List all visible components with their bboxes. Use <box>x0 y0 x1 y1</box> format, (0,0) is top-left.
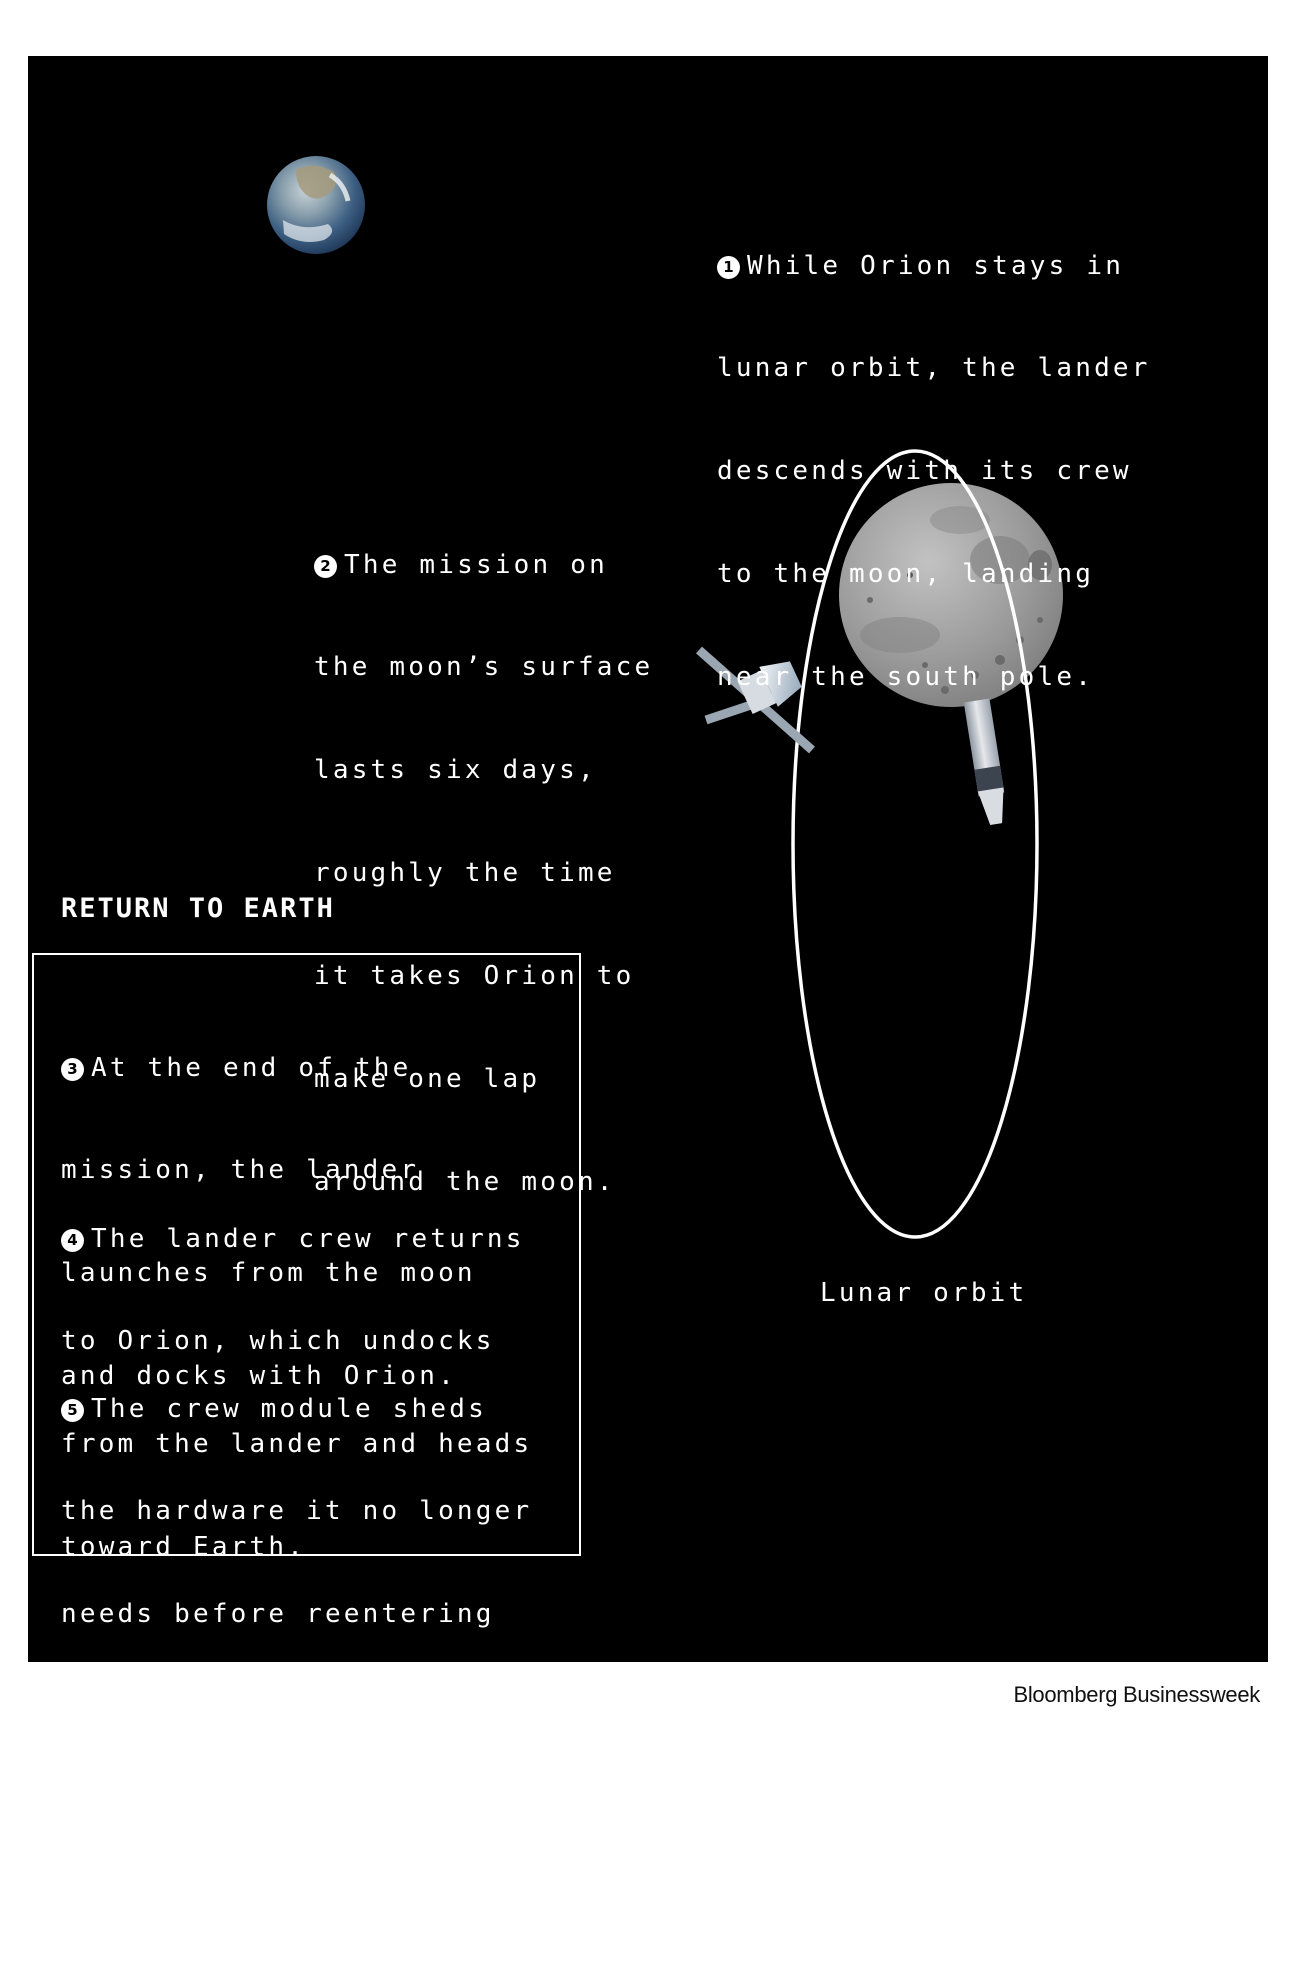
step-2-line: make one lap <box>314 1064 541 1095</box>
step-2-badge: 2 <box>314 555 337 578</box>
step-1-line: lunar orbit, the lander <box>717 353 1151 384</box>
earth-icon <box>267 156 365 254</box>
step-3-line: launches from the moon <box>61 1258 476 1289</box>
step-4-line: toward Earth. <box>61 1532 307 1563</box>
step-3-line: mission, the lander <box>61 1155 420 1186</box>
step-5-line: Earth’s atmosphere and <box>61 1702 476 1733</box>
step-4-line: from the lander and heads <box>61 1429 533 1460</box>
step-5-line: Pacific Ocean. <box>61 1908 325 1939</box>
step-4-line: to Orion, which undocks <box>61 1326 495 1357</box>
step-5-badge: 5 <box>61 1399 84 1422</box>
step-3-line: At the end of the <box>91 1052 412 1083</box>
step-1-line: While Orion stays in <box>747 250 1125 281</box>
section-heading: RETURN TO EARTH <box>61 893 335 924</box>
step-1-text <box>717 180 1151 729</box>
step-1-line: to the moon, landing <box>717 559 1095 590</box>
step-2-line: around the moon. <box>314 1166 616 1197</box>
step-5-line: splashing down in the <box>61 1805 457 1836</box>
step-1-badge: 1 <box>717 256 740 279</box>
step-2-line: lasts six days, <box>314 755 597 786</box>
step-3-badge: 3 <box>61 1058 84 1081</box>
step-2-line: roughly the time <box>314 858 616 889</box>
step-2-line: it takes Orion to <box>314 961 635 992</box>
orbit-label: Lunar orbit <box>820 1278 1028 1308</box>
step-1-line: near the south pole. <box>717 662 1095 693</box>
step-5-text <box>61 1323 532 1975</box>
step-5-line: needs before reentering <box>61 1599 495 1630</box>
step-1-line: descends with its crew <box>717 456 1132 487</box>
step-4-badge: 4 <box>61 1229 84 1252</box>
step-2-line: The mission on <box>344 549 608 580</box>
brand-logo: Bloomberg Businessweek <box>1013 1682 1260 1707</box>
step-4-line: The lander crew returns <box>91 1223 525 1254</box>
step-3-line: and docks with Orion. <box>61 1361 457 1392</box>
step-2-line: the moon’s surface <box>314 652 654 683</box>
step-5-line: the hardware it no longer <box>61 1496 533 1527</box>
step-5-line: The crew module sheds <box>91 1393 487 1424</box>
